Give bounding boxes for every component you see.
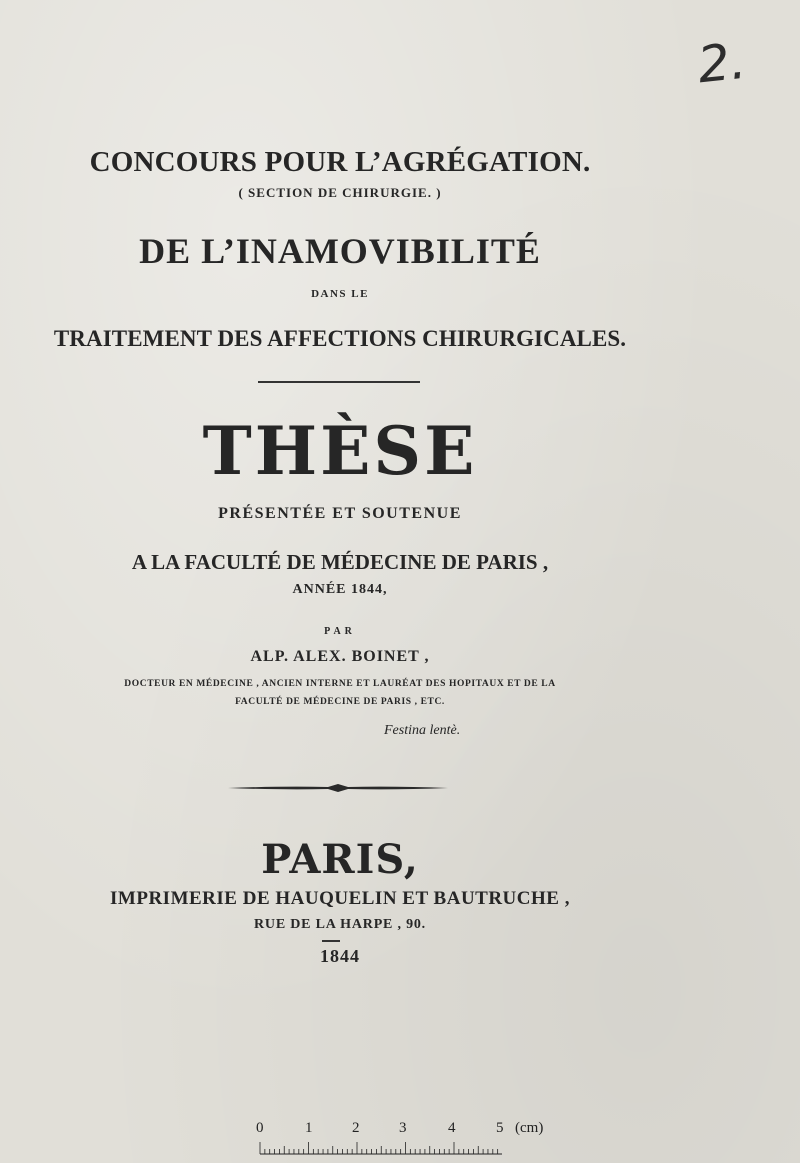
scale-label-3: 3 [399,1120,407,1136]
imprint-address: RUE DE LA HARPE , 90. [254,917,426,932]
faculty-line: A LA FACULTÉ DE MÉDECINE DE PARIS , [131,550,549,574]
par-line: PAR [324,626,356,637]
divider-rule [258,381,420,383]
motto: Festina lentè. [384,723,461,738]
year-line: ANNÉE 1844, [292,582,388,597]
scale-label-1: 1 [305,1120,313,1136]
header-title: CONCOURS POUR L’AGRÉGATION. [89,146,591,178]
thesis-heading: THÈSE [202,412,478,490]
imprint-year: 1844 [320,946,360,966]
imprint-printer: IMPRIMERIE DE HAUQUELIN ET BAUTRUCHE , [110,888,570,909]
scale-unit: (cm) [515,1120,544,1136]
ornamental-divider [228,780,448,796]
presented-line: PRÉSENTÉE ET SOUTENUE [218,505,462,522]
scale-label-0: 0 [256,1120,264,1136]
short-rule [322,940,340,942]
author-credentials-line1: DOCTEUR EN MÉDECINE , ANCIEN INTERNE ET LAURÉAT DES HOPITAUX ET DE LA [124,679,556,689]
scale-label-4: 4 [448,1120,456,1136]
author-credentials-line2: FACULTÉ DE MÉDECINE DE PARIS , ETC. [235,697,445,707]
author-name: ALP. ALEX. BOINET , [250,648,430,665]
scale-label-2: 2 [352,1120,360,1136]
handwritten-page-number: 2. [695,31,749,95]
imprint-city: PARIS, [261,836,419,883]
title-connector: DANS LE [311,288,369,300]
main-title: DE L’INAMOVIBILITÉ [139,231,541,271]
header-subtitle: ( SECTION DE CHIRURGIE. ) [238,185,442,200]
scale-label-5: 5 [496,1120,504,1136]
scale-bar [252,1120,552,1160]
title-line2: TRAITEMENT DES AFFECTIONS CHIRURGICALES. [53,326,627,351]
scale-ruler [252,1142,502,1158]
